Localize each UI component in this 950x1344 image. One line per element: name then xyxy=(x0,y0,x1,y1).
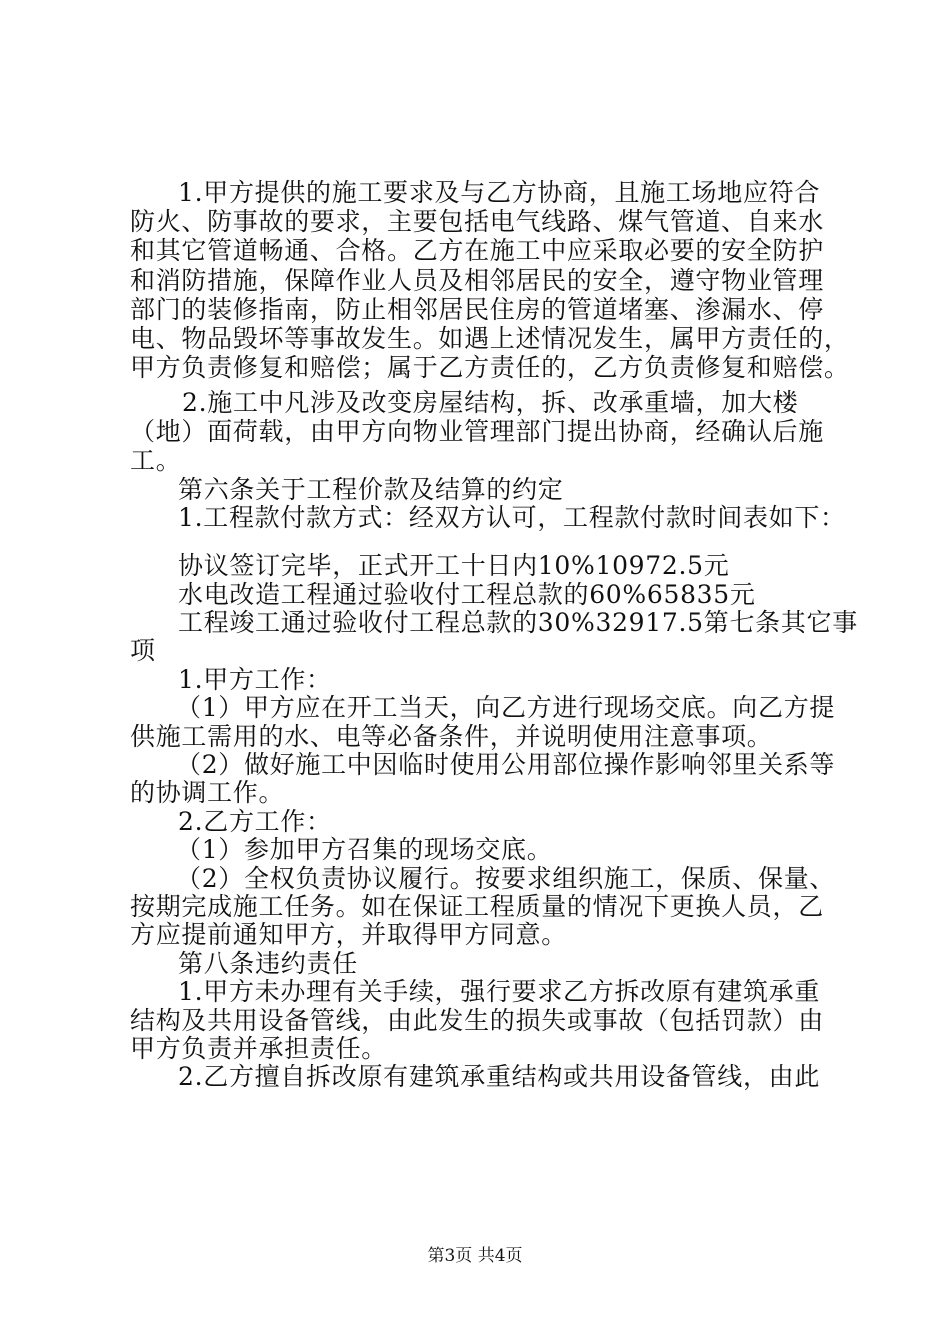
text-line: 的协调工作。 xyxy=(130,778,285,807)
payment-line: 水电改造工程通过验收付工程总款的60%65835元 xyxy=(178,580,756,609)
text-line: 甲方负责修复和赔偿；属于乙方责任的，乙方负责修复和赔偿。 xyxy=(130,353,850,382)
text-line: 甲方负责并承担责任。 xyxy=(130,1034,388,1063)
text-line: 1.甲方提供的施工要求及与乙方协商，且施工场地应符合 xyxy=(178,178,821,207)
text-line: 按期完成施工任务。如在保证工程质量的情况下更换人员，乙 xyxy=(130,892,824,921)
text-line: （1）甲方应在开工当天，向乙方进行现场交底。向乙方提 xyxy=(176,693,836,722)
text-line: （地）面荷载，由甲方向物业管理部门提出协商，经确认后施 xyxy=(130,417,824,446)
text-line: 工。 xyxy=(130,446,182,475)
text-line: 2.乙方工作： xyxy=(178,807,332,836)
text-line: 结构及共用设备管线，由此发生的损失或事故（包括罚款）由 xyxy=(130,1006,824,1035)
text-line: 防火、防事故的要求，主要包括电气线路、煤气管道、自来水 xyxy=(130,207,824,236)
text-line: 2.施工中凡涉及改变房屋结构，拆、改承重墙，加大楼 xyxy=(182,388,799,417)
text-line: 1.甲方工作： xyxy=(178,665,332,694)
text-line: 1.甲方未办理有关手续，强行要求乙方拆改原有建筑承重 xyxy=(178,977,821,1006)
section-heading: 第六条关于工程价款及结算的约定 xyxy=(178,475,564,504)
text-line: 部门的装修指南，防止相邻居民住房的管道堵塞、渗漏水、停 xyxy=(130,295,824,324)
text-line: 供施工需用的水、电等必备条件，并说明使用注意事项。 xyxy=(130,722,773,751)
text-line: （2）全权负责协议履行。按要求组织施工，保质、保量、 xyxy=(176,864,836,893)
payment-line: 工程竣工通过验收付工程总款的30%32917.5第七条其它事 xyxy=(178,608,858,637)
text-line: （2）做好施工中因临时使用公用部位操作影响邻里关系等 xyxy=(176,750,836,779)
text-line: 和其它管道畅通、合格。乙方在施工中应采取必要的安全防护 xyxy=(130,236,824,265)
text-line: 方应提前通知甲方，并取得甲方同意。 xyxy=(130,920,567,949)
payment-line: 协议签订完毕，正式开工十日内10%10972.5元 xyxy=(178,551,730,580)
text-line: 和消防措施，保障作业人员及相邻居民的安全，遵守物业管理 xyxy=(130,266,824,295)
text-line: （1）参加甲方召集的现场交底。 xyxy=(176,835,553,864)
page-footer: 第3页 共4页 xyxy=(427,1246,523,1266)
text-line: 电、物品毁坏等事故发生。如遇上述情况发生，属甲方责任的， xyxy=(130,324,850,353)
text-line: 项 xyxy=(130,636,156,665)
text-line: 2.乙方擅自拆改原有建筑承重结构或共用设备管线，由此 xyxy=(178,1062,821,1091)
text-line: 1.工程款付款方式：经双方认可，工程款付款时间表如下： xyxy=(178,503,846,532)
section-heading: 第八条违约责任 xyxy=(178,949,358,978)
